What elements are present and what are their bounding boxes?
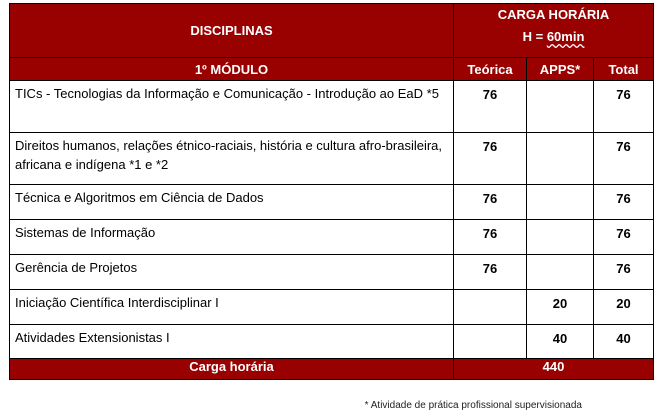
- discipline-name: Direitos humanos, relações étnico-raciais, história e cultura afro-brasileira, africana e indígena *1 e *2: [10, 133, 454, 185]
- discipline-name: Gerência de Projetos: [10, 255, 454, 290]
- workload-label: CARGA HORÁRIA: [497, 7, 610, 22]
- apps-hours: 40: [527, 325, 594, 359]
- discipline-name: Atividades Extensionistas I: [10, 325, 454, 359]
- col-theory-header: Teórica: [454, 58, 527, 81]
- theory-hours: 76: [454, 255, 527, 290]
- col-apps-header: APPS*: [527, 58, 594, 81]
- theory-hours: 76: [454, 185, 527, 220]
- table-row: [10, 220, 654, 255]
- table-header-row: [10, 4, 654, 58]
- total-hours: 76: [594, 133, 654, 185]
- total-hours: 76: [594, 220, 654, 255]
- table-row: [10, 325, 654, 359]
- discipline-name: Sistemas de Informação: [10, 220, 454, 255]
- hour-value: 60min: [546, 29, 585, 44]
- table-row: [10, 290, 654, 325]
- theory-hours: [454, 290, 527, 325]
- table-row: [10, 81, 654, 133]
- apps-hours: [527, 255, 594, 290]
- hour-prefix: H =: [522, 29, 547, 44]
- module-header-row: [10, 58, 654, 81]
- discipline-name: Iniciação Científica Interdisciplinar I: [10, 290, 454, 325]
- table-row: [10, 185, 654, 220]
- workload-header: [454, 4, 654, 58]
- theory-hours: 76: [454, 133, 527, 185]
- total-hours: 40: [594, 325, 654, 359]
- col-total-header: Total: [594, 58, 654, 81]
- table-row: [10, 133, 654, 185]
- apps-hours: [527, 81, 594, 133]
- module-label: 1º MÓDULO: [10, 58, 454, 81]
- theory-hours: 76: [454, 81, 527, 133]
- hour-definition: [454, 26, 653, 48]
- discipline-name: TICs - Tecnologias da Informação e Comunicação - Introdução ao EaD *5: [10, 81, 454, 133]
- total-hours: 76: [594, 81, 654, 133]
- total-hours: 20: [594, 290, 654, 325]
- apps-hours: 20: [527, 290, 594, 325]
- table-row: [10, 255, 654, 290]
- discipline-name: Técnica e Algoritmos em Ciência de Dados: [10, 185, 454, 220]
- total-label: Carga horária: [10, 359, 454, 380]
- footnote: * Atividade de prática profissional supervisionada: [364, 400, 582, 411]
- apps-hours: [527, 185, 594, 220]
- total-row: [10, 359, 654, 380]
- apps-hours: [527, 220, 594, 255]
- theory-hours: [454, 325, 527, 359]
- disciplines-header: DISCIPLINAS: [10, 4, 454, 58]
- theory-hours: 76: [454, 220, 527, 255]
- total-value: 440: [454, 359, 654, 380]
- apps-hours: [527, 133, 594, 185]
- curriculum-table: [9, 3, 654, 380]
- total-hours: 76: [594, 185, 654, 220]
- total-hours: 76: [594, 255, 654, 290]
